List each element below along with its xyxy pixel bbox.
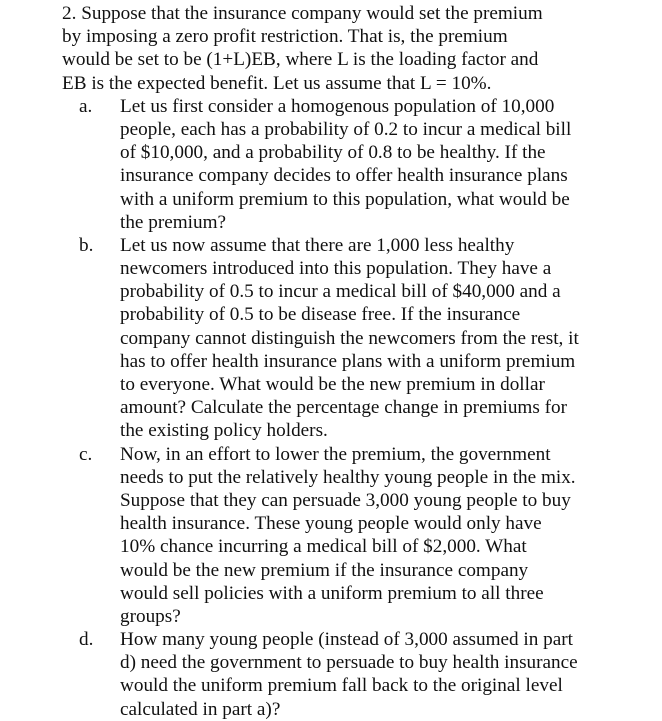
part-line: How many young people (instead of 3,000 assumed in part — [120, 629, 573, 651]
part-line: the existing policy holders. — [120, 420, 328, 442]
question-part-b — [62, 234, 662, 443]
question-part-d — [62, 628, 662, 721]
question-part-c — [62, 443, 662, 629]
question-parts — [62, 95, 662, 721]
part-line: needs to put the relatively healthy young people in the mix. — [120, 466, 576, 488]
part-line: would the uniform premium fall back to the original level — [120, 675, 563, 697]
part-label: d. — [79, 629, 94, 651]
question-intro — [62, 2, 662, 95]
question-part-a — [62, 95, 662, 234]
part-line: Now, in an effort to lower the premium, the government — [120, 443, 551, 465]
part-line: Suppose that they can persuade 3,000 young people to buy — [120, 489, 571, 511]
part-line: the premium? — [120, 211, 227, 233]
part-line: d) need the government to persuade to buy health insurance — [120, 652, 578, 674]
part-line: amount? Calculate the percentage change in premiums for — [120, 397, 567, 419]
part-line: Let us first consider a homogenous population of 10,000 — [120, 95, 555, 117]
intro-line: EB is the expected benefit. Let us assume that L = 10%. — [62, 72, 492, 94]
part-line: calculated in part a)? — [120, 698, 281, 720]
part-line: insurance company decides to offer health insurance plans — [120, 165, 568, 187]
intro-line: by imposing a zero profit restriction. That is, the premium — [62, 26, 508, 48]
intro-line: 2. Suppose that the insurance company would set the premium — [62, 3, 543, 24]
part-line: probability of 0.5 to be disease free. If the insurance — [120, 304, 521, 326]
part-line: of $10,000, and a probability of 0.8 to be healthy. If the — [120, 142, 546, 164]
intro-line: would be set to be (1+L)EB, where L is the loading factor and — [62, 49, 539, 71]
part-line: company cannot distinguish the newcomers from the rest, it — [120, 327, 579, 349]
part-line: Let us now assume that there are 1,000 less healthy — [120, 234, 515, 256]
part-line: 10% chance incurring a medical bill of $2,000. What — [120, 536, 527, 558]
part-line: people, each has a probability of 0.2 to incur a medical bill — [120, 118, 572, 140]
part-line: newcomers introduced into this population. They have a — [120, 258, 552, 280]
part-line: would be the new premium if the insurance company — [120, 559, 529, 581]
question-document — [62, 2, 662, 721]
part-line: groups? — [120, 605, 181, 627]
part-label: c. — [79, 443, 93, 465]
part-line: to everyone. What would be the new premium in dollar — [120, 374, 545, 395]
part-line: has to offer health insurance plans with a uniform premium — [120, 350, 576, 372]
part-line: with a uniform premium to this population, what would be — [120, 188, 570, 210]
part-label: a. — [79, 95, 93, 117]
part-line: would sell policies with a uniform premium to all three — [120, 582, 544, 604]
part-label: b. — [79, 234, 94, 256]
part-line: probability of 0.5 to incur a medical bill of $40,000 and a — [120, 281, 561, 303]
part-line: health insurance. These young people would only have — [120, 513, 542, 535]
